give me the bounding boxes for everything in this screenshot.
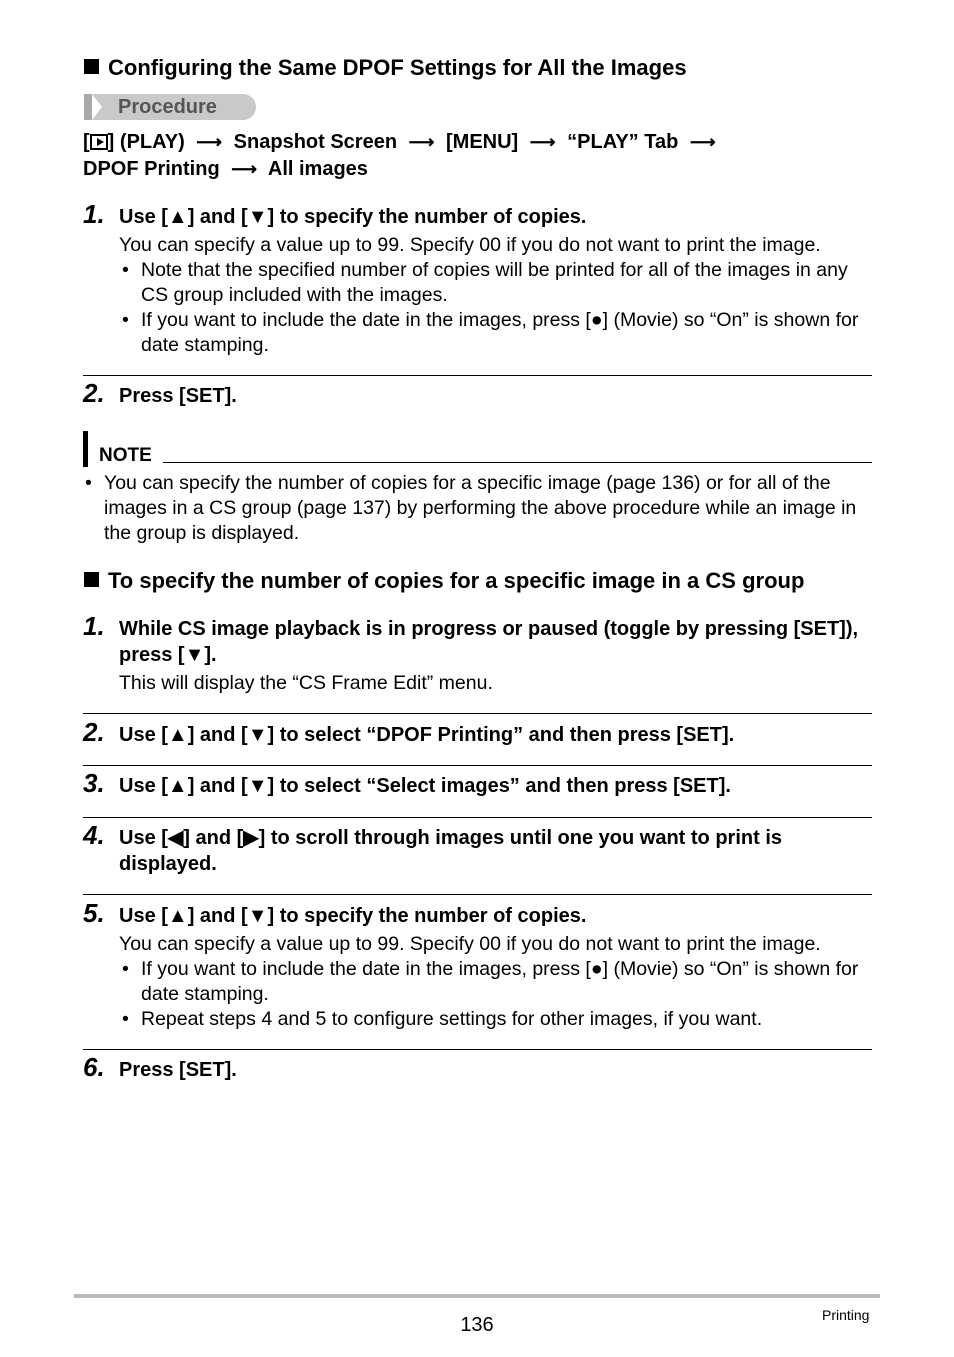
note-text-content: You can specify the number of copies for a specific image (page 136) or for all of the images in a CS group (page 137) by performing the above procedure while an image in the group is displayed.: [104, 472, 857, 544]
path-play: (PLAY): [119, 131, 185, 153]
list-item: [122, 957, 876, 1007]
procedure-tab: [84, 94, 256, 120]
arrow-right-icon: ⟶: [196, 132, 223, 152]
list-item: [122, 258, 876, 308]
step-title: Use [◀] and [▶] to scroll through images until one you want to print is displayed.: [119, 827, 782, 875]
page-number: 136: [460, 1314, 494, 1336]
square-bullet-icon: [84, 59, 99, 74]
step-title: Press [SET].: [119, 1059, 237, 1081]
arrow-right-icon: ⟶: [689, 132, 716, 152]
step-title: Use [▲] and [▼] to specify the number of copies.: [119, 905, 587, 927]
section-heading-text: Configuring the Same DPOF Settings for All the Images: [108, 55, 687, 80]
divider: [83, 375, 872, 376]
step-title: Use [▲] and [▼] to specify the number of copies.: [119, 206, 587, 228]
list-item-text: If you want to include the date in the images, press [●] (Movie) so “On” is shown for date stamping.: [141, 309, 859, 356]
step-number: 5.: [83, 898, 105, 928]
path-dpof: DPOF Printing: [83, 158, 220, 180]
bullet-dot: •: [122, 259, 129, 281]
bracket-open: [: [83, 131, 90, 153]
bullet-dot: •: [85, 472, 92, 494]
step-number: 2.: [83, 378, 105, 408]
step-number: 3.: [83, 768, 105, 798]
list-item-text: Note that the specified number of copies will be printed for all of the images in any CS group included with the images.: [141, 259, 848, 306]
procedure-path-line2: [83, 158, 368, 181]
procedure-label: Procedure: [118, 96, 217, 118]
bracket-close: ]: [107, 131, 115, 153]
divider: [83, 817, 872, 818]
bullet-dot: •: [122, 1008, 129, 1030]
step-title: Use [▲] and [▼] to select “Select images” and then press [SET].: [119, 775, 731, 797]
procedure-tab-notch-icon: [92, 94, 102, 120]
procedure-path-line1: [83, 131, 722, 154]
divider: [83, 1049, 872, 1050]
step-number: 2.: [83, 717, 105, 747]
step-number: 4.: [83, 820, 105, 850]
arrow-right-icon: ⟶: [408, 132, 435, 152]
path-menu: [MENU]: [446, 131, 519, 153]
section-heading-cs-group: [84, 568, 804, 594]
footer-section-label: Printing: [822, 1307, 870, 1323]
bullet-dot: •: [122, 309, 129, 331]
section-heading-all-images: [84, 55, 687, 81]
step-title: Use [▲] and [▼] to select “DPOF Printing” and then press [SET].: [119, 724, 735, 746]
list-item-text: If you want to include the date in the images, press [●] (Movie) so “On” is shown for date stamping.: [141, 958, 859, 1005]
step-number: 6.: [83, 1052, 105, 1082]
play-icon: [90, 134, 108, 150]
list-item-text: Repeat steps 4 and 5 to configure settings for other images, if you want.: [141, 1008, 763, 1030]
step-body: This will display the “CS Frame Edit” menu.: [119, 672, 493, 694]
procedure-tab-lead: [84, 94, 92, 120]
step-title: Press [SET].: [119, 385, 237, 407]
path-all-images: All images: [267, 158, 368, 180]
square-bullet-icon: [84, 572, 99, 587]
divider: [83, 894, 872, 895]
footer-rule: [74, 1294, 880, 1298]
arrow-right-icon: ⟶: [231, 159, 258, 179]
divider: [83, 765, 872, 766]
list-item: [122, 308, 876, 358]
note-divider: [163, 462, 872, 463]
note-bar: [83, 431, 88, 467]
bullet-dot: •: [122, 958, 129, 980]
path-snapshot: Snapshot Screen: [233, 131, 398, 153]
step-title: While CS image playback is in progress or paused (toggle by pressing [SET]), press [▼].: [119, 618, 859, 666]
arrow-right-icon: ⟶: [529, 132, 556, 152]
note-label: NOTE: [99, 445, 152, 466]
step-body: You can specify a value up to 99. Specify 00 if you do not want to print the image.: [119, 234, 821, 256]
list-item: [122, 1007, 876, 1032]
section-heading-text: To specify the number of copies for a specific image in a CS group: [108, 568, 805, 593]
path-tab: “PLAY” Tab: [567, 131, 679, 153]
note-text: [85, 471, 879, 546]
step-body: You can specify a value up to 99. Specify 00 if you do not want to print the image.: [119, 933, 821, 955]
divider: [83, 713, 872, 714]
step-number: 1.: [83, 611, 105, 641]
step-number: 1.: [83, 199, 105, 229]
